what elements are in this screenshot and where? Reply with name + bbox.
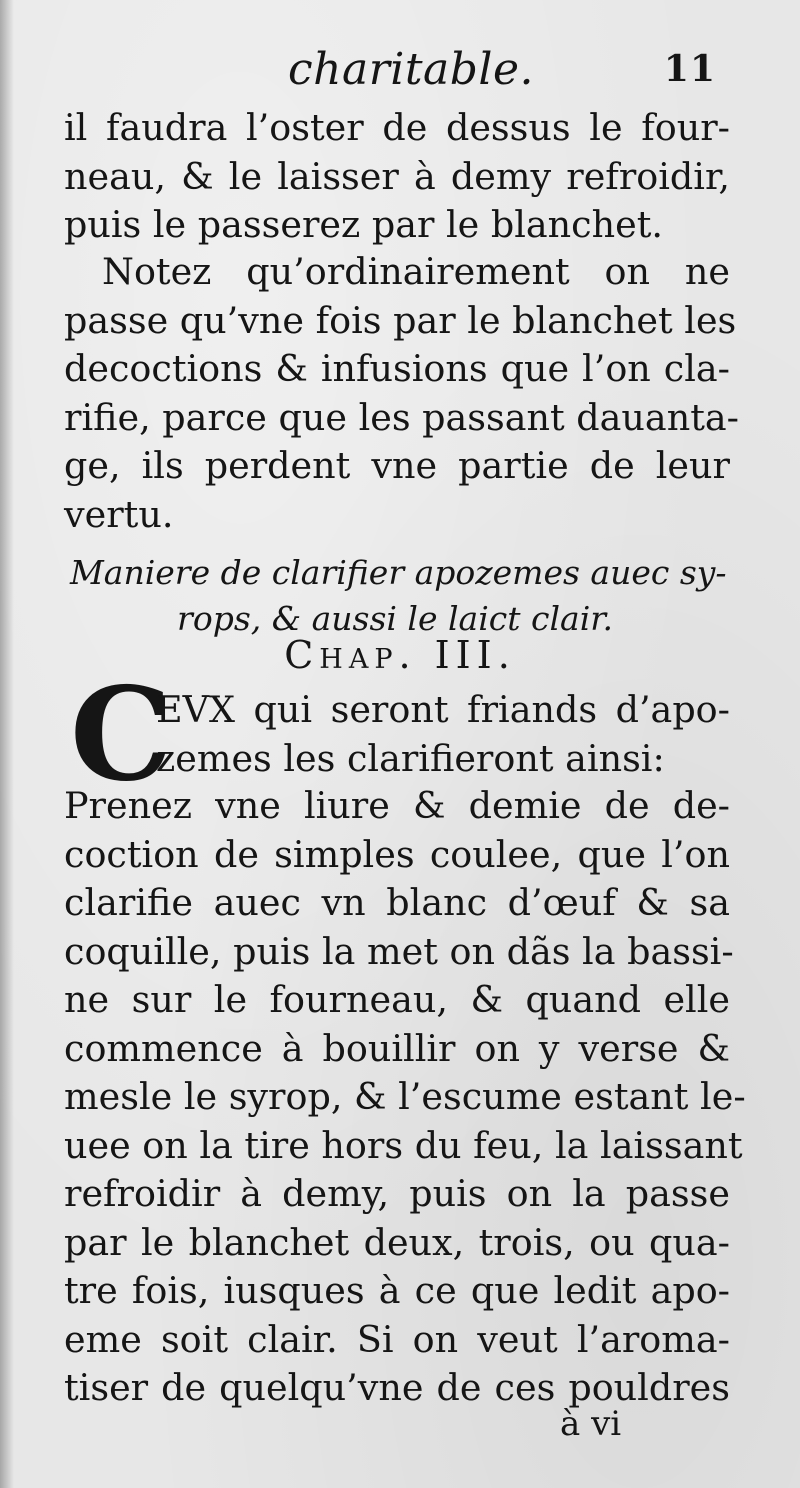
paragraph-continuation: [64, 104, 730, 250]
text-line: zemes les clarifieront ainsi:: [156, 736, 665, 780]
paragraph-note: [64, 248, 739, 539]
heading-line: rops, & aussi le laict clair.: [177, 599, 613, 638]
text-line: eme soit clair. Si on veut l’aroma-: [64, 1317, 730, 1361]
text-line: Prenez vne liure & demie de de-: [64, 784, 730, 827]
text-line: passe qu’vne fois par le blanchet les: [64, 298, 737, 342]
chapter-opening: [156, 686, 730, 783]
text-line: mesle le syrop, & l’escume estant le-: [64, 1075, 746, 1118]
text-line: vertu.: [64, 492, 174, 536]
text-line: coquille, puis la met on dãs la bassi-: [64, 929, 734, 973]
drop-cap: C: [70, 660, 172, 810]
text-line: refroidir à demy, puis on la passe: [64, 1172, 730, 1215]
chapter-body: [64, 782, 746, 1413]
text-line: Notez qu’ordinairement on ne: [102, 250, 730, 293]
chapter-label: Chap. III.: [284, 633, 516, 677]
running-head: [0, 44, 800, 104]
text-line: commence à bouillir on y verse &: [64, 1026, 730, 1070]
catchword: à vi: [560, 1404, 622, 1444]
text-line: tiser de quelqu’vne de ces pouldres: [64, 1366, 730, 1409]
heading-line: Maniere de clarifier apozemes auec sy-: [70, 553, 727, 592]
page-number: 11: [663, 48, 716, 90]
section-heading: [70, 550, 727, 642]
text-line: rifie, parce que les passant dauanta-: [64, 395, 739, 439]
text-line: EVX qui seront friands d’apo-: [156, 688, 730, 731]
text-line: tre fois, iusques à ce que ledit apo-: [64, 1269, 730, 1312]
text-line: neau, & le laisser à demy refroidir,: [64, 154, 730, 198]
text-line: puis le passerez par le blanchet.: [64, 203, 664, 246]
text-line: par le blanchet deux, trois, ou qua-: [64, 1220, 730, 1264]
text-line: clarifie auec vn blanc d’œuf & sa: [64, 881, 730, 924]
text-line: il faudra l’oster de dessus le four-: [64, 106, 730, 149]
text-line: ge, ils perdent vne partie de leur: [64, 444, 730, 487]
text-line: coction de simples coulee, que l’on: [64, 832, 730, 876]
text-line: uee on la tire hors du feu, la laissant: [64, 1123, 743, 1167]
text-line: decoctions & infusions que l’on cla-: [64, 347, 730, 390]
text-line: ne sur le fourneau, & quand elle: [64, 978, 730, 1021]
running-title: charitable.: [288, 44, 534, 95]
